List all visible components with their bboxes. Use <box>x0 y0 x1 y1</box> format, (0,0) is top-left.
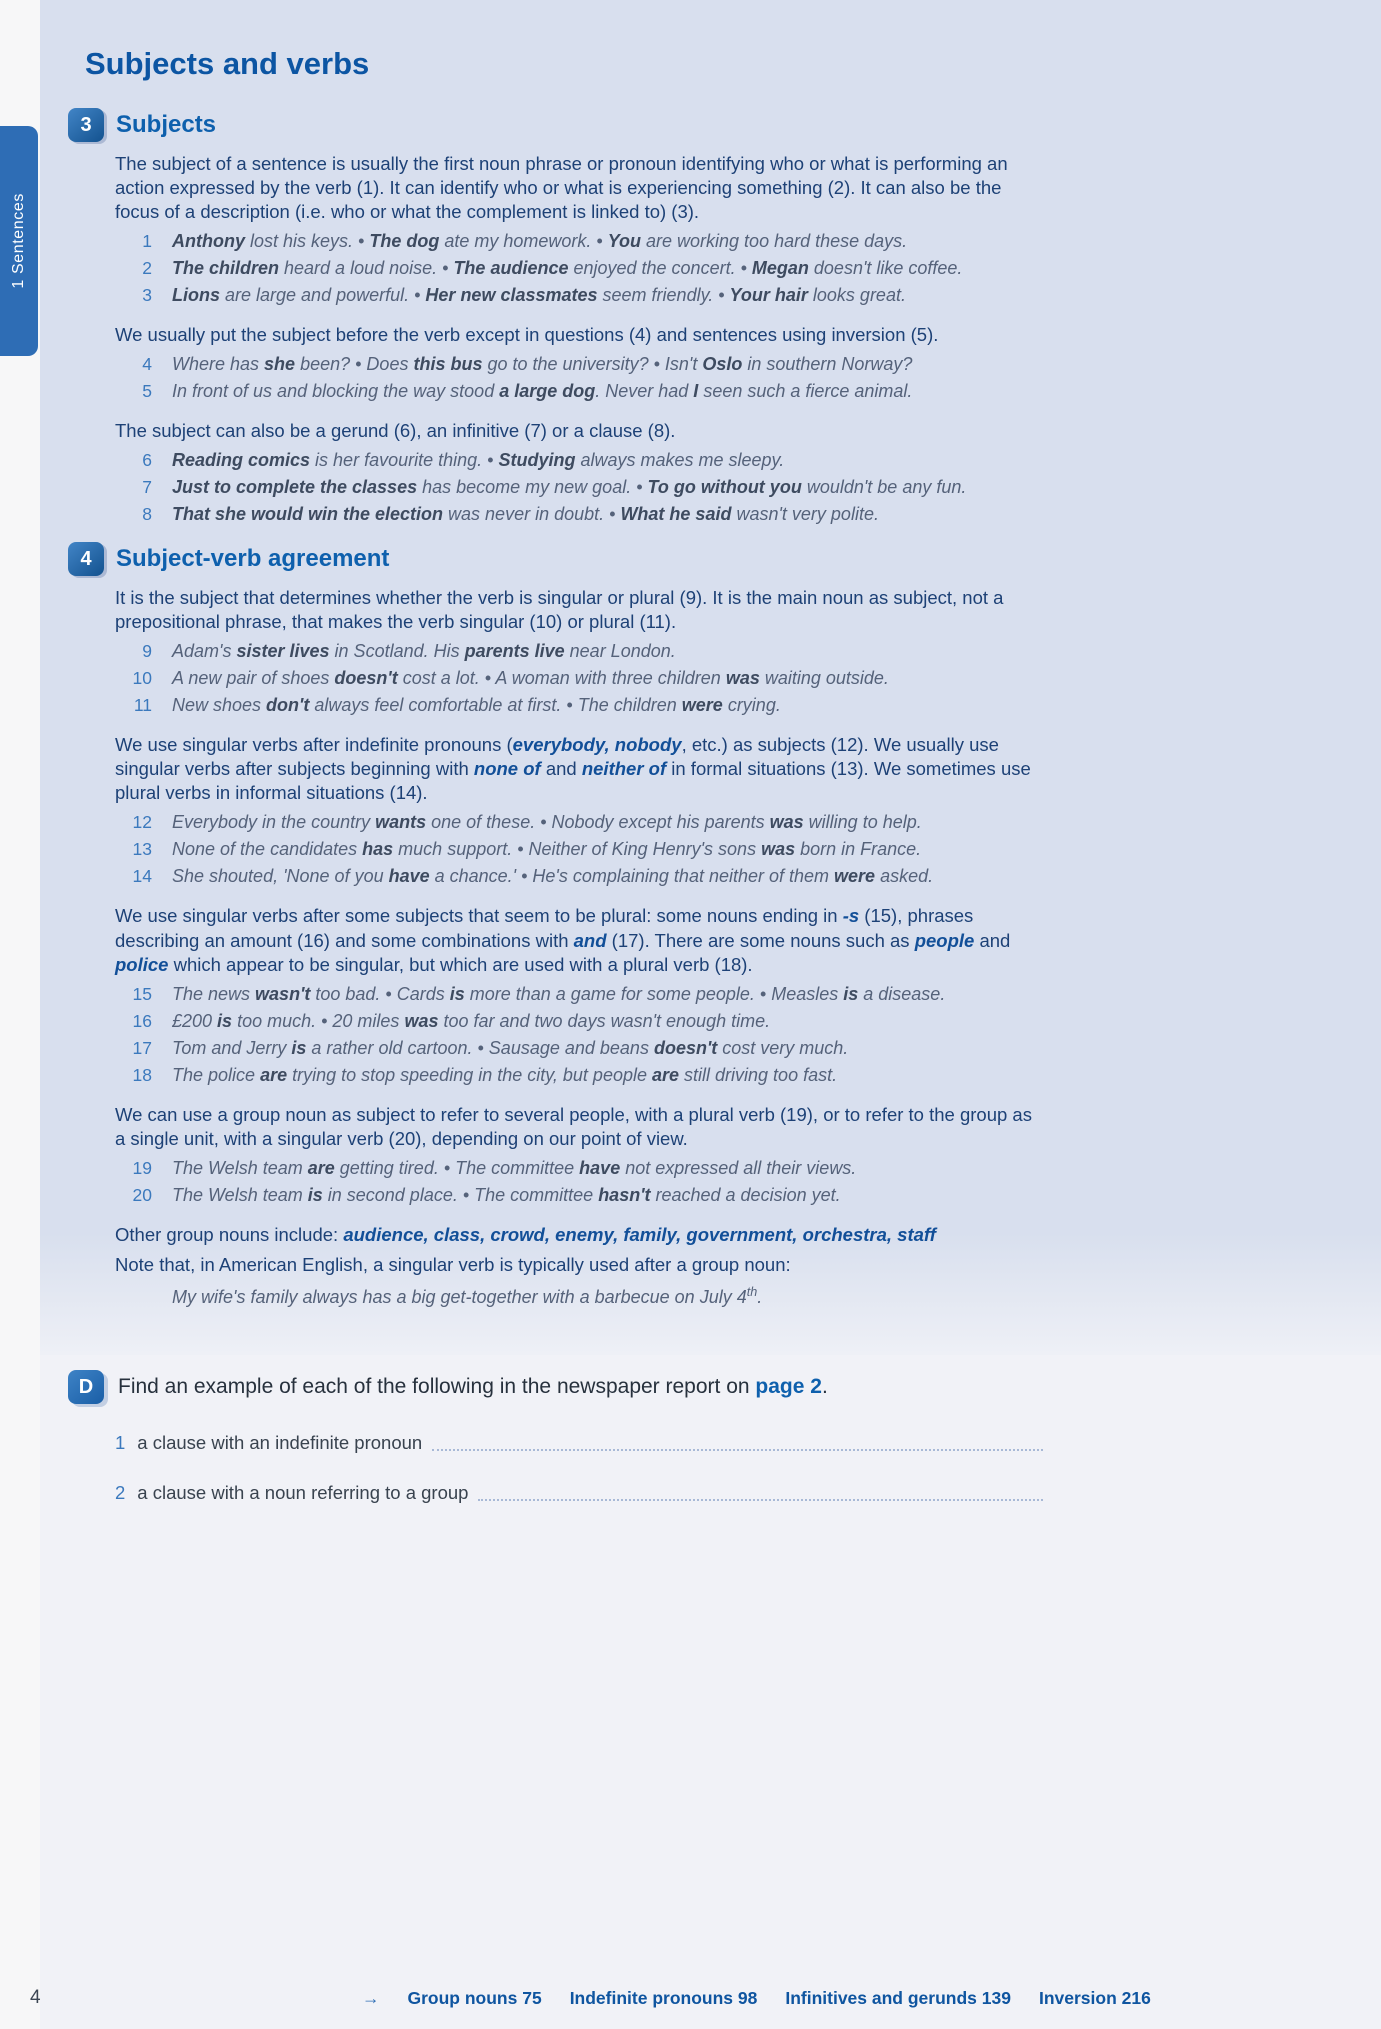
example-text: The police are trying to stop speeding in the city, but people are still driving too fast. <box>172 1064 838 1085</box>
example-text: Everybody in the country wants one of these. • Nobody except his parents was willing to help. <box>172 812 922 833</box>
example-number: 10 <box>132 668 152 689</box>
group-nouns-paragraph: Other group nouns include: audience, class, crowd, enemy, family, government, orchestra, staff <box>115 1223 936 1245</box>
example-number: 15 <box>132 983 152 1004</box>
example-number: 5 <box>142 381 152 402</box>
exercise-badge: D <box>68 1370 104 1404</box>
example-number: 16 <box>132 1010 152 1031</box>
example-number: 8 <box>142 504 152 525</box>
explanation-paragraph: We usually put the subject before the verb except in questions (4) and sentences using inversion (5). <box>115 324 939 346</box>
example-number: 6 <box>142 450 152 471</box>
section-body <box>115 152 1033 528</box>
example-text: Tom and Jerry is a rather old cartoon. • Sausage and beans doesn't cost very much. <box>172 1037 849 1058</box>
example-text: That she would win the election was never in doubt. • What he said wasn't very polite. <box>172 504 879 525</box>
example-row <box>115 1182 1033 1209</box>
example-row <box>115 282 1033 309</box>
example-number: 12 <box>132 812 152 833</box>
example-group <box>115 809 1033 890</box>
example-number: 2 <box>142 258 152 279</box>
example-text: A new pair of shoes doesn't cost a lot. • A woman with three children was waiting outside. <box>172 668 889 689</box>
example-number: 1 <box>142 231 152 252</box>
section-number-badge: 4 <box>68 542 104 576</box>
chapter-tab <box>0 126 38 356</box>
example-number: 3 <box>142 285 152 306</box>
arrow-icon: → <box>362 1988 380 2008</box>
example-text: She shouted, 'None of you have a chance.' • He's complaining that neither of them were asked. <box>172 866 934 887</box>
answer-line <box>478 1499 1043 1501</box>
example-group <box>115 1155 1033 1209</box>
example-group <box>115 638 1033 719</box>
section-body <box>115 586 1033 1311</box>
example-row <box>115 692 1033 719</box>
example-number: 4 <box>142 354 152 375</box>
exercise-item-label: a clause with a noun referring to a group <box>137 1482 469 1503</box>
example-text: New shoes don't always feel comfortable at first. • The children were crying. <box>172 695 781 716</box>
example-number: 11 <box>133 695 152 716</box>
exercise-item-number: 2 <box>115 1482 126 1503</box>
exercise-item <box>115 1482 1043 1504</box>
example-row <box>115 474 1033 501</box>
example-number: 14 <box>132 866 152 887</box>
exercise-d <box>68 1370 1043 1504</box>
example-text: The news wasn't too bad. • Cards is more than a game for some people. • Measles is a disease. <box>172 983 946 1004</box>
example-group <box>115 981 1033 1089</box>
example-row <box>115 378 1033 405</box>
example-text: Lions are large and powerful. • Her new classmates seem friendly. • Your hair looks great. <box>172 285 906 306</box>
example-number: 17 <box>132 1037 152 1058</box>
page-number: 4 <box>30 1987 41 2008</box>
example-number: 9 <box>142 641 152 662</box>
section-heading: Subjects <box>116 111 217 138</box>
explanation-paragraph: We use singular verbs after some subjects that seem to be plural: some nouns ending in -s (15), phrases describing an amount (16) and some combinations with and (17). There are some nouns such as people and police which appear to be singular, but which are used with a plural verb (18). <box>115 905 1011 975</box>
example-row <box>115 1155 1033 1182</box>
section-subject-verb-agreement <box>68 542 1033 1311</box>
example-row <box>115 501 1033 528</box>
example-row <box>115 665 1033 692</box>
note-paragraph: Note that, in American English, a singular verb is typically used after a group noun: <box>115 1253 791 1275</box>
example-text: None of the candidates has much support. • Neither of King Henry's sons was born in France. <box>172 839 922 860</box>
example-group <box>115 447 1033 528</box>
example-text: Adam's sister lives in Scotland. His parents live near London. <box>172 641 676 662</box>
exercise-header <box>68 1370 1043 1404</box>
explanation-paragraph: We can use a group noun as subject to refer to several people, with a plural verb (19), or to refer to the group as a single unit, with a singular verb (20), depending on our point of view. <box>115 1103 1032 1149</box>
example-text: The children heard a loud noise. • The audience enjoyed the concert. • Megan doesn't like coffee. <box>172 258 963 279</box>
example-row <box>115 1062 1033 1089</box>
section-heading: Subject-verb agreement <box>116 545 390 573</box>
example-row <box>115 1008 1033 1035</box>
section-header <box>68 108 1033 142</box>
cross-references <box>362 1988 1151 2009</box>
exercise-item <box>115 1432 1043 1454</box>
section-subjects <box>68 108 1033 528</box>
example-row <box>115 351 1033 378</box>
example-number: 13 <box>132 839 152 860</box>
section-header <box>68 542 1033 576</box>
cross-reference: Group nouns 75 <box>407 1988 542 2008</box>
explanation-paragraph: The subject can also be a gerund (6), an infinitive (7) or a clause (8). <box>115 420 676 442</box>
example-row <box>115 863 1033 890</box>
example-row <box>115 447 1033 474</box>
explanation-paragraph: It is the subject that determines whether the verb is singular or plural (9). It is the main noun as subject, not a prepositional phrase, that makes the verb singular (10) or plural (11). <box>115 587 1004 633</box>
main-content <box>68 46 1033 1311</box>
exercise-prompt: Find an example of each of the following in the newspaper report on page 2. <box>118 1375 828 1398</box>
explanation-paragraph: We use singular verbs after indefinite pronouns (everybody, nobody, etc.) as subjects (12). We usually use singular verbs after subjects beginning with none of and neither of in formal situations (13). We sometimes use plural verbs in informal situations (14). <box>115 734 1031 804</box>
cross-reference: Inversion 216 <box>1038 1988 1151 2008</box>
example-text: The Welsh team are getting tired. • The committee have not expressed all their views. <box>172 1157 857 1178</box>
answer-line <box>432 1449 1043 1451</box>
example-text: Just to complete the classes has become my new goal. • To go without you wouldn't be any fun. <box>172 477 967 498</box>
example-text: The Welsh team is in second place. • The committee hasn't reached a decision yet. <box>172 1184 841 1205</box>
example-text: Reading comics is her favourite thing. • Studying always makes me sleepy. <box>172 450 785 471</box>
example-text: £200 is too much. • 20 miles was too far and two days wasn't enough time. <box>172 1010 771 1031</box>
example-number: 20 <box>132 1184 152 1205</box>
example-row <box>115 809 1033 836</box>
example-text: Anthony lost his keys. • The dog ate my homework. • You are working too hard these days. <box>172 231 908 252</box>
example-row <box>115 638 1033 665</box>
example-row <box>115 1035 1033 1062</box>
example-row <box>115 836 1033 863</box>
exercise-item-number: 1 <box>115 1432 126 1453</box>
example-text: Where has she been? • Does this bus go to the university? • Isn't Oslo in southern Norway? <box>172 354 913 375</box>
note-example-text: My wife's family always has a big get-together with a barbecue on July 4th. <box>172 1284 763 1307</box>
example-row <box>115 981 1033 1008</box>
example-number: 18 <box>132 1064 152 1085</box>
exercise-item-label: a clause with an indefinite pronoun <box>137 1432 423 1453</box>
example-number: 19 <box>132 1157 152 1178</box>
example-row <box>115 228 1033 255</box>
example-number: 7 <box>142 477 152 498</box>
example-row <box>115 255 1033 282</box>
example-text: In front of us and blocking the way stood a large dog. Never had I seen such a fierce animal. <box>172 381 913 402</box>
chapter-tab-label: 1 Sentences <box>10 193 27 289</box>
page-title: Subjects and verbs <box>85 46 370 81</box>
example-group <box>115 351 1033 405</box>
example-group <box>115 228 1033 309</box>
cross-reference: Infinitives and gerunds 139 <box>785 1988 1011 2008</box>
cross-reference: Indefinite pronouns 98 <box>569 1988 758 2008</box>
section-number-badge: 3 <box>68 108 104 142</box>
explanation-paragraph: The subject of a sentence is usually the first noun phrase or pronoun identifying who or what is performing an action expressed by the verb (1). It can identify who or what is experiencing something (2). It can also be the focus of a description (i.e. who or what the complement is linked to) (3). <box>115 153 1008 223</box>
